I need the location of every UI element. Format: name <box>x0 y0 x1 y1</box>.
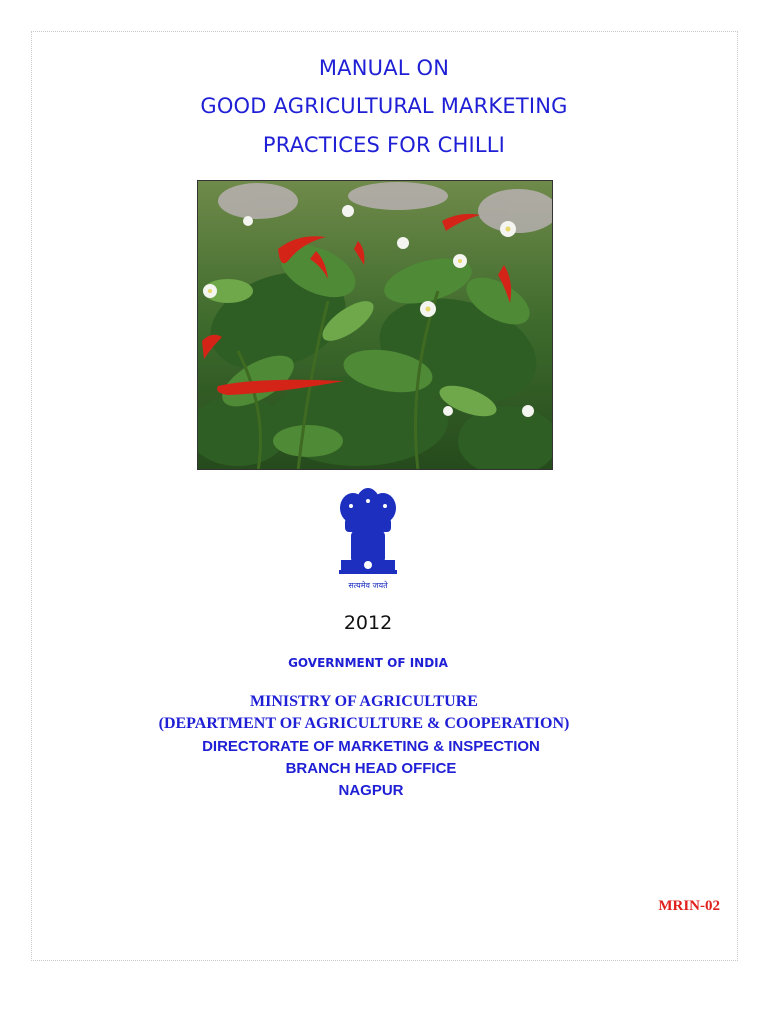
department-label: (DEPARTMENT OF AGRICULTURE & COOPERATION) <box>158 715 570 732</box>
chilli-plant-photo <box>197 180 553 470</box>
government-label: GOVERNMENT OF INDIA <box>288 656 448 670</box>
ministry-label: MINISTRY OF AGRICULTURE <box>250 693 478 710</box>
city-label: NAGPUR <box>338 782 404 799</box>
title-line-2: GOOD AGRICULTURAL MARKETING <box>200 94 568 118</box>
title-line-1: MANUAL ON <box>318 56 450 80</box>
national-emblem <box>331 486 405 594</box>
title-line-3: PRACTICES FOR CHILLI <box>262 133 506 157</box>
emblem-motto: सत्यमेव जयते <box>348 581 388 590</box>
publication-year: 2012 <box>343 612 393 634</box>
document-code: MRIN-02 <box>658 898 720 914</box>
office-label: BRANCH HEAD OFFICE <box>285 760 457 777</box>
directorate-label: DIRECTORATE OF MARKETING & INSPECTION <box>202 738 540 755</box>
